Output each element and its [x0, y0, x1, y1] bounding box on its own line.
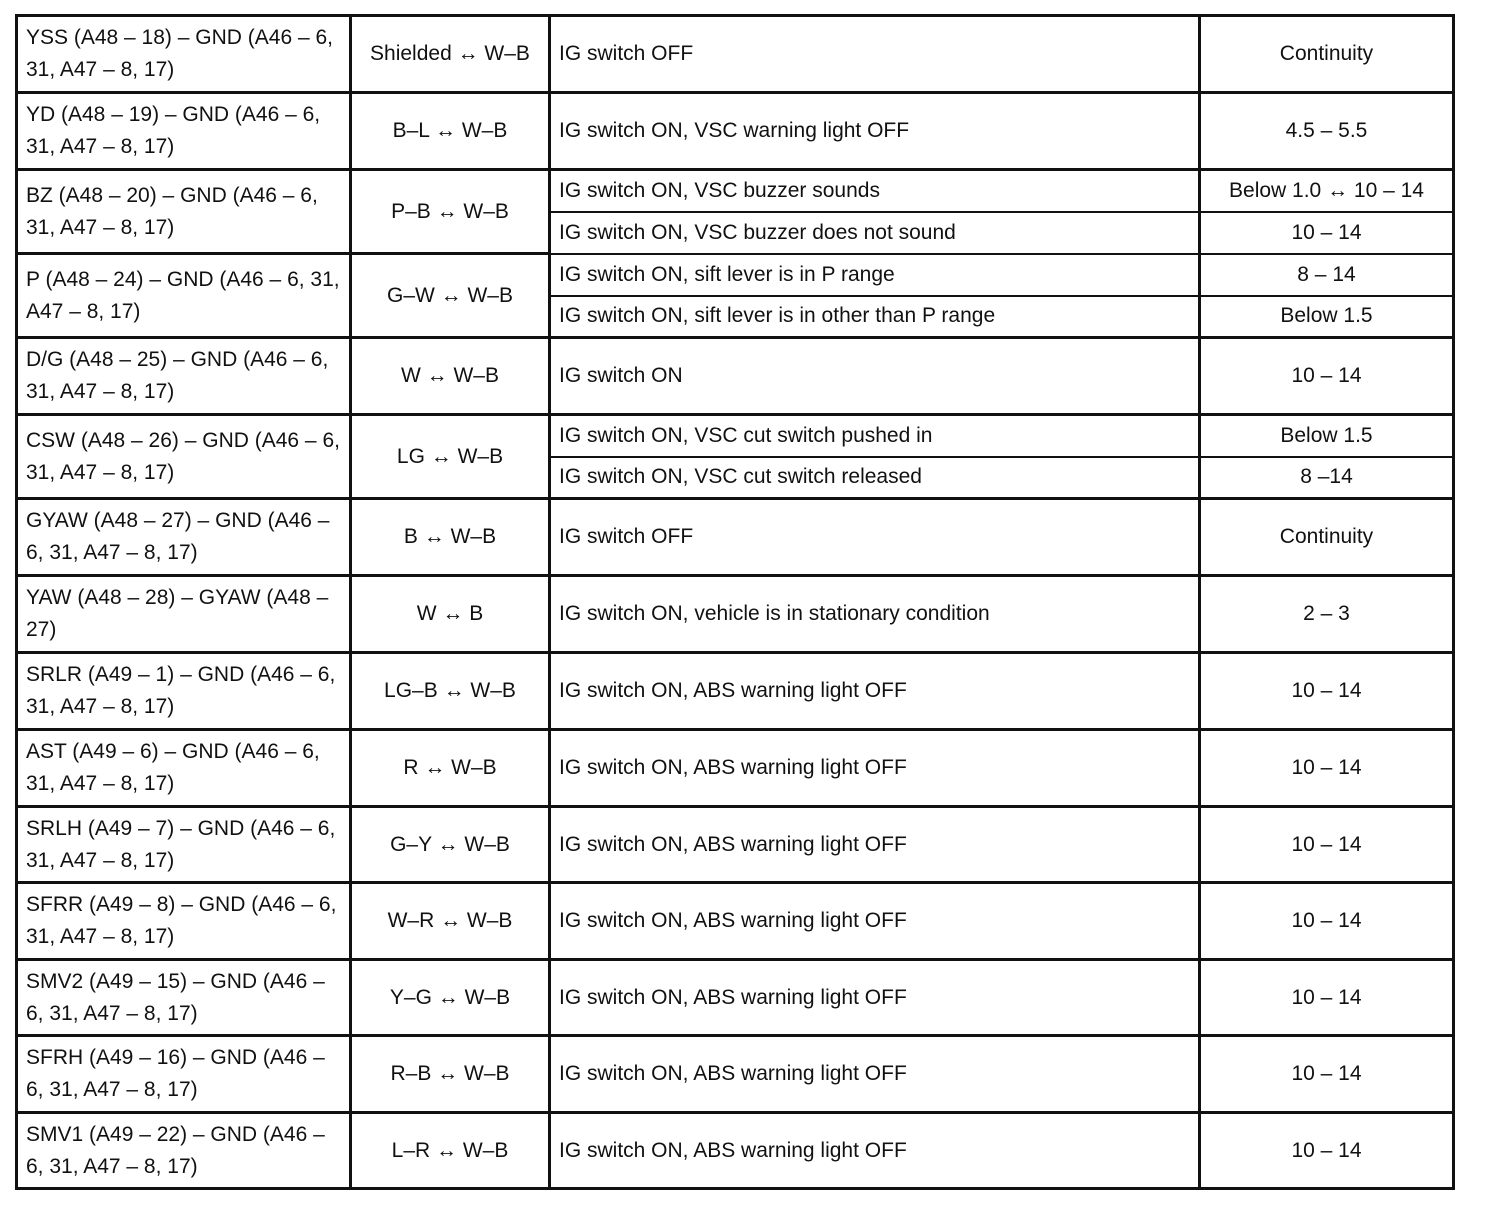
specified-condition-cell: 10 – 14 [1200, 883, 1454, 960]
table-row [17, 16, 1454, 93]
wiring-color-cell: B–L ↔ W–B [351, 93, 550, 170]
specified-condition-cell: 10 – 14 [1200, 1036, 1454, 1113]
table-row [17, 730, 1454, 807]
terminal-cell: SMV1 (A49 – 22) – GND (A46 – 6, 31, A47 – 8, 17) [17, 1113, 351, 1189]
condition-cell: IG switch ON, VSC cut switch pushed in [550, 415, 1200, 457]
terminal-inspection-table [15, 14, 1455, 1190]
terminal-cell: BZ (A48 – 20) – GND (A46 – 6, 31, A47 – 8, 17) [17, 170, 351, 254]
wiring-color-cell: Shielded ↔ W–B [351, 16, 550, 93]
specified-condition-cell: 10 – 14 [1200, 960, 1454, 1036]
condition-cell: IG switch ON [550, 338, 1200, 415]
terminal-cell: YAW (A48 – 28) – GYAW (A48 – 27) [17, 576, 351, 653]
table-row [17, 960, 1454, 1036]
specified-condition-cell: Below 1.0 ↔ 10 – 14 [1200, 170, 1454, 212]
condition-cell: IG switch ON, vehicle is in stationary condition [550, 576, 1200, 653]
condition-cell: IG switch ON, ABS warning light OFF [550, 653, 1200, 730]
wiring-color-cell: LG ↔ W–B [351, 415, 550, 499]
table-row [17, 1113, 1454, 1189]
table-row [17, 254, 1454, 296]
wiring-color-cell: W ↔ B [351, 576, 550, 653]
specified-condition-cell: 10 – 14 [1200, 807, 1454, 883]
specified-condition-cell: Continuity [1200, 16, 1454, 93]
wiring-color-cell: R ↔ W–B [351, 730, 550, 807]
table-row [17, 576, 1454, 653]
condition-cell: IG switch ON, VSC buzzer sounds [550, 170, 1200, 212]
condition-cell: IG switch ON, ABS warning light OFF [550, 960, 1200, 1036]
table-row [17, 499, 1454, 576]
terminal-cell: CSW (A48 – 26) – GND (A46 – 6, 31, A47 – 8, 17) [17, 415, 351, 499]
condition-cell: IG switch ON, sift lever is in other than P range [550, 296, 1200, 338]
condition-cell: IG switch OFF [550, 499, 1200, 576]
specified-condition-cell: 10 – 14 [1200, 730, 1454, 807]
wiring-color-cell: G–W ↔ W–B [351, 254, 550, 338]
specified-condition-cell: 10 – 14 [1200, 653, 1454, 730]
terminal-cell: AST (A49 – 6) – GND (A46 – 6, 31, A47 – 8, 17) [17, 730, 351, 807]
wiring-color-cell: G–Y ↔ W–B [351, 807, 550, 883]
specified-condition-cell: 8 –14 [1200, 457, 1454, 499]
specified-condition-cell: Continuity [1200, 499, 1454, 576]
terminal-cell: YD (A48 – 19) – GND (A46 – 6, 31, A47 – 8, 17) [17, 93, 351, 170]
wiring-color-cell: LG–B ↔ W–B [351, 653, 550, 730]
wiring-color-cell: W–R ↔ W–B [351, 883, 550, 960]
terminal-cell: SFRR (A49 – 8) – GND (A46 – 6, 31, A47 – 8, 17) [17, 883, 351, 960]
specified-condition-cell: Below 1.5 [1200, 296, 1454, 338]
table-row [17, 883, 1454, 960]
condition-cell: IG switch ON, ABS warning light OFF [550, 730, 1200, 807]
condition-cell: IG switch ON, VSC cut switch released [550, 457, 1200, 499]
table-row [17, 170, 1454, 212]
specified-condition-cell: Below 1.5 [1200, 415, 1454, 457]
wiring-color-cell: W ↔ W–B [351, 338, 550, 415]
condition-cell: IG switch ON, sift lever is in P range [550, 254, 1200, 296]
condition-cell: IG switch ON, ABS warning light OFF [550, 1113, 1200, 1189]
terminal-cell: SRLH (A49 – 7) – GND (A46 – 6, 31, A47 – 8, 17) [17, 807, 351, 883]
condition-cell: IG switch ON, ABS warning light OFF [550, 1036, 1200, 1113]
table-row [17, 653, 1454, 730]
condition-cell: IG switch ON, ABS warning light OFF [550, 807, 1200, 883]
wiring-color-cell: L–R ↔ W–B [351, 1113, 550, 1189]
wiring-color-cell: B ↔ W–B [351, 499, 550, 576]
terminal-cell: GYAW (A48 – 27) – GND (A46 – 6, 31, A47 – 8, 17) [17, 499, 351, 576]
condition-cell: IG switch OFF [550, 16, 1200, 93]
specified-condition-cell: 4.5 – 5.5 [1200, 93, 1454, 170]
terminal-cell: SMV2 (A49 – 15) – GND (A46 – 6, 31, A47 – 8, 17) [17, 960, 351, 1036]
terminal-cell: SRLR (A49 – 1) – GND (A46 – 6, 31, A47 – 8, 17) [17, 653, 351, 730]
wiring-color-cell: R–B ↔ W–B [351, 1036, 550, 1113]
table-row [17, 338, 1454, 415]
specified-condition-cell: 10 – 14 [1200, 338, 1454, 415]
condition-cell: IG switch ON, VSC buzzer does not sound [550, 212, 1200, 254]
specified-condition-cell: 2 – 3 [1200, 576, 1454, 653]
wiring-color-cell: P–B ↔ W–B [351, 170, 550, 254]
table-row [17, 93, 1454, 170]
specified-condition-cell: 10 – 14 [1200, 1113, 1454, 1189]
terminal-cell: SFRH (A49 – 16) – GND (A46 – 6, 31, A47 – 8, 17) [17, 1036, 351, 1113]
table-row [17, 1036, 1454, 1113]
condition-cell: IG switch ON, ABS warning light OFF [550, 883, 1200, 960]
specified-condition-cell: 10 – 14 [1200, 212, 1454, 254]
specified-condition-cell: 8 – 14 [1200, 254, 1454, 296]
wiring-color-cell: Y–G ↔ W–B [351, 960, 550, 1036]
table-row [17, 807, 1454, 883]
terminal-cell: D/G (A48 – 25) – GND (A46 – 6, 31, A47 – 8, 17) [17, 338, 351, 415]
table-row [17, 415, 1454, 457]
terminal-cell: YSS (A48 – 18) – GND (A46 – 6, 31, A47 – 8, 17) [17, 16, 351, 93]
terminal-cell: P (A48 – 24) – GND (A46 – 6, 31, A47 – 8, 17) [17, 254, 351, 338]
condition-cell: IG switch ON, VSC warning light OFF [550, 93, 1200, 170]
